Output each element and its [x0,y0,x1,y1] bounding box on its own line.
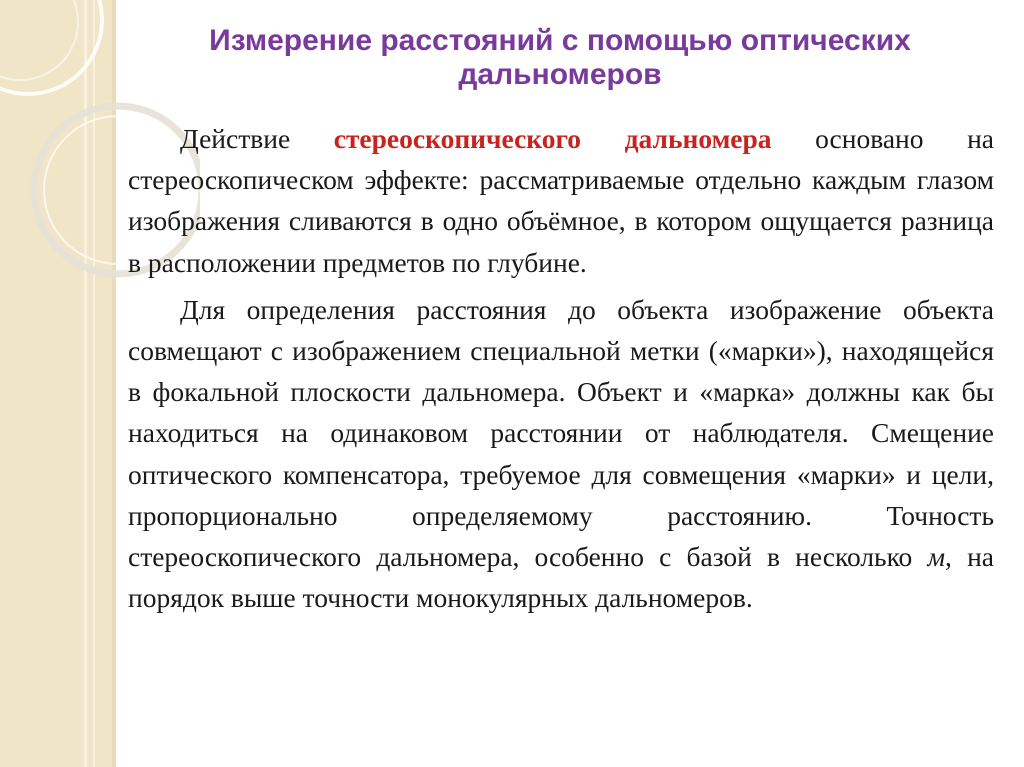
unit-text: м [927,541,946,573]
decorative-circle [0,0,78,80]
paragraph-text: Для определения расстояния до объекта изображение объекта совмещают с изображением специальной метки («марки»), находящейся в фокальной плоскости дальномера. Объект и «марка» должны как бы находиться на одинаковом расстоянии от наблюдателя. Смещение оптического компенсатора, требуемое для совмещения «марки» и цели, пропорционально определяемому расстоянию. Точность стереоскопического дальномера, особенно с базой в несколько [128,293,994,573]
paragraph-text: , на порядок выше точности монокулярных дальномеров. [128,541,994,614]
paragraph [128,118,994,283]
paragraph-text: Действие [180,123,334,154]
highlighted-term: стереоскопического дальномера [333,123,772,154]
paragraph-text: основано на стереоскопическом эффекте: рассматриваемые отдельно каждым глазом изображения сливаются в одно объёмное, в котором ощущается разница в расположении предметов по глубине. [128,123,994,278]
paragraph [128,289,994,619]
slide-body [128,118,994,624]
slide-title: Измерение расстояний с помощью оптических дальномеров [209,24,911,91]
